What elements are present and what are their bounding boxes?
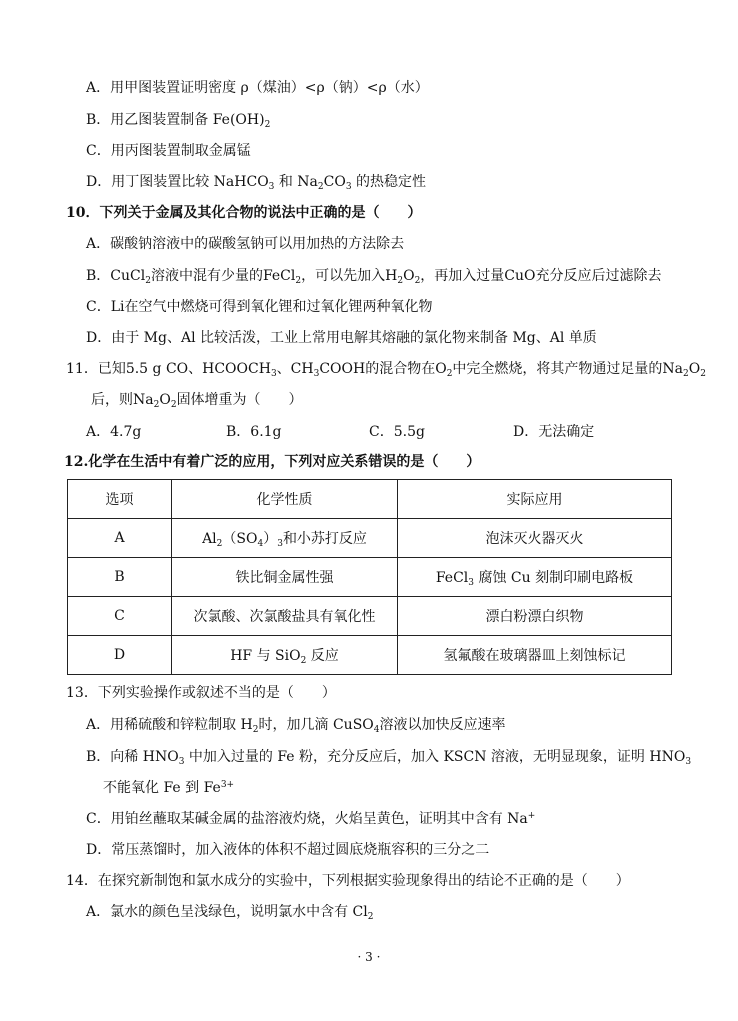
text-span: 腐蚀 Cu 刻制印刷电路板 [474,570,634,586]
q9-option-c [86,141,251,161]
q9-option-a [86,78,429,98]
text-span: FeCl [435,570,469,586]
table-header-cell: 化学性质 [172,480,398,519]
q10-option-a: A．碳酸钠溶液中的碳酸氢钠可以用加热的方法除去 [86,236,405,252]
subscript: 3 [313,369,320,379]
q13-option-b-line1 [86,747,691,767]
subscript: 4 [373,725,380,735]
text-span: O [403,268,415,284]
subscript: 2 [317,182,324,192]
table-header-row [68,480,672,519]
text-span: B．CuCl [86,268,146,284]
text-span: 后，则Na [91,392,154,408]
table-cell-property: 次氯酸、次氯酸盐具有氧化性 [172,597,398,636]
text-span: D．用丁图装置比较 NaHCO [86,174,269,190]
q14-option-a [86,902,373,922]
page-number: · 3 · [357,950,381,964]
q11-stem-line1 [66,359,706,379]
text-span: O [159,392,171,408]
text-span: 溶液以加快反应速率 [379,717,506,733]
text-span: 和 Na [274,174,318,190]
q10-option-c: C．Li在空气中燃烧可得到氧化锂和过氧化锂两种氧化物 [86,299,433,315]
subscript: 2 [367,912,374,922]
table-cell-application: 氢氟酸在玻璃器皿上刻蚀标记 [398,636,672,675]
superscript: 3+ [220,780,235,790]
subscript: 3 [345,182,352,192]
q11-option-c: C．5.5g [369,424,425,440]
text-span: COOH的混合物在O [319,361,447,377]
table-cell-property [172,519,398,558]
text-span: ，再加入过量CuO充分反应后过滤除去 [420,268,662,284]
subscript: 2 [153,400,160,410]
q11-options [86,422,646,442]
table-cell-option: A [68,519,172,558]
text-span: 、CH [276,361,314,377]
subscript: 2 [683,369,689,379]
q11-option-b: B．6.1g [226,424,282,440]
superscript: + [527,811,536,821]
q11-option-a: A．4.7g [86,424,142,440]
text-span: 的热稳定性 [351,174,427,190]
q9-option-c-text: C．用丙图装置制取金属锰 [86,143,251,159]
text-span: B．向稀 HNO [86,749,179,765]
q10-option-d: D．由于 Mg、Al 比较活泼，工业上常用电解其熔融的氯化物来制备 Mg、Al 单质 [86,330,597,346]
q13-stem: 13．下列实验操作或叙述不当的是（ ） [66,685,336,701]
text-span: 不能氧化 Fe 到 Fe [103,780,221,796]
q11-stem-line2 [91,390,303,410]
subscript: 2 [145,276,151,286]
subscript: 4 [257,539,264,549]
q13-option-a [86,715,506,735]
table-row [68,558,672,597]
text-span: （SO [222,531,258,547]
table-cell-application: 漂白粉漂白织物 [398,597,672,636]
subscript: 3 [685,757,692,767]
table-header-cell: 实际应用 [398,480,672,519]
q11-option-d: D．无法确定 [513,424,595,440]
subscript: 2 [252,725,259,735]
text-span: 反应 [306,648,339,664]
q9-option-b [86,110,270,130]
text-span: 时，加几滴 CuSO [258,717,374,733]
text-span: CO [323,174,346,190]
subscript: 2 [300,656,307,666]
subscript: 2 [170,400,177,410]
text-span: A．用稀硫酸和锌粒制取 H [86,717,253,733]
text-span: 溶液中混有少量的FeCl [150,268,296,284]
table-row [68,636,672,675]
text-span: 中完全燃烧，将其产物通过足量的Na [452,361,684,377]
table-row [68,597,672,636]
q12-stem: 12.化学在生活中有着广泛的应用，下列对应关系错误的是（ ） [64,454,481,470]
subscript: 2 [446,369,453,379]
subscript: 2 [264,120,271,130]
subscript: 2 [414,276,421,286]
subscript: 3 [268,182,275,192]
table-row [68,519,672,558]
text-span: 和小苏打反应 [282,531,367,547]
subscript: 2 [397,276,404,286]
text-span: HF 与 SiO [230,648,301,664]
subscript: 3 [270,369,277,379]
text-span: ） [263,531,278,547]
subscript: 2 [700,369,706,379]
text-span: ，可以先加入H [301,268,398,284]
table-cell-option: D [68,636,172,675]
subscript: 2 [216,539,223,549]
subscript: 3 [468,578,475,588]
q13-option-b-line2 [103,778,234,798]
q14-stem: 14．在探究新制饱和氯水成分的实验中，下列根据实验现象得出的结论不正确的是（ ） [66,873,630,889]
table-cell-option: B [68,558,172,597]
subscript: 2 [295,276,302,286]
q9-option-d [86,172,426,192]
table-cell-property [172,636,398,675]
q12-table [67,479,672,675]
q13-option-c [86,809,535,829]
text-span: C．用铂丝蘸取某碱金属的盐溶液灼烧，火焰呈黄色，证明其中含有 Na [86,811,528,827]
q10-stem: 10．下列关于金属及其化合物的说法中正确的是（ ） [66,205,422,221]
q10-option-b [86,266,662,286]
q13-option-d: D．常压蒸馏时，加入液体的体积不超过圆底烧瓶容积的三分之二 [86,842,490,858]
text-span: Al [202,531,217,547]
text-span: A．氯水的颜色呈浅绿色，说明氯水中含有 Cl [86,904,368,920]
text-span: 固体增重为（ ） [176,392,303,408]
table-cell-option: C [68,597,172,636]
q9-option-b-text: B．用乙图装置制备 Fe(OH) [86,112,265,128]
subscript: 3 [277,539,283,549]
text-span: O [688,361,701,377]
subscript: 3 [178,757,185,767]
text-span: 中加入过量的 Fe 粉，充分反应后，加入 KSCN 溶液，无明显现象，证明 HNO [184,749,686,765]
table-cell-application [398,558,672,597]
table-header-cell: 选项 [68,480,172,519]
table-cell-property: 铁比铜金属性强 [172,558,398,597]
q9-option-a-text: A．用甲图装置证明密度 ρ（煤油）<ρ（钠）<ρ（水） [86,80,429,96]
text-span: 11．已知5.5 g CO、HCOOCH [66,361,271,377]
table-cell-application: 泡沫灭火器灭火 [398,519,672,558]
